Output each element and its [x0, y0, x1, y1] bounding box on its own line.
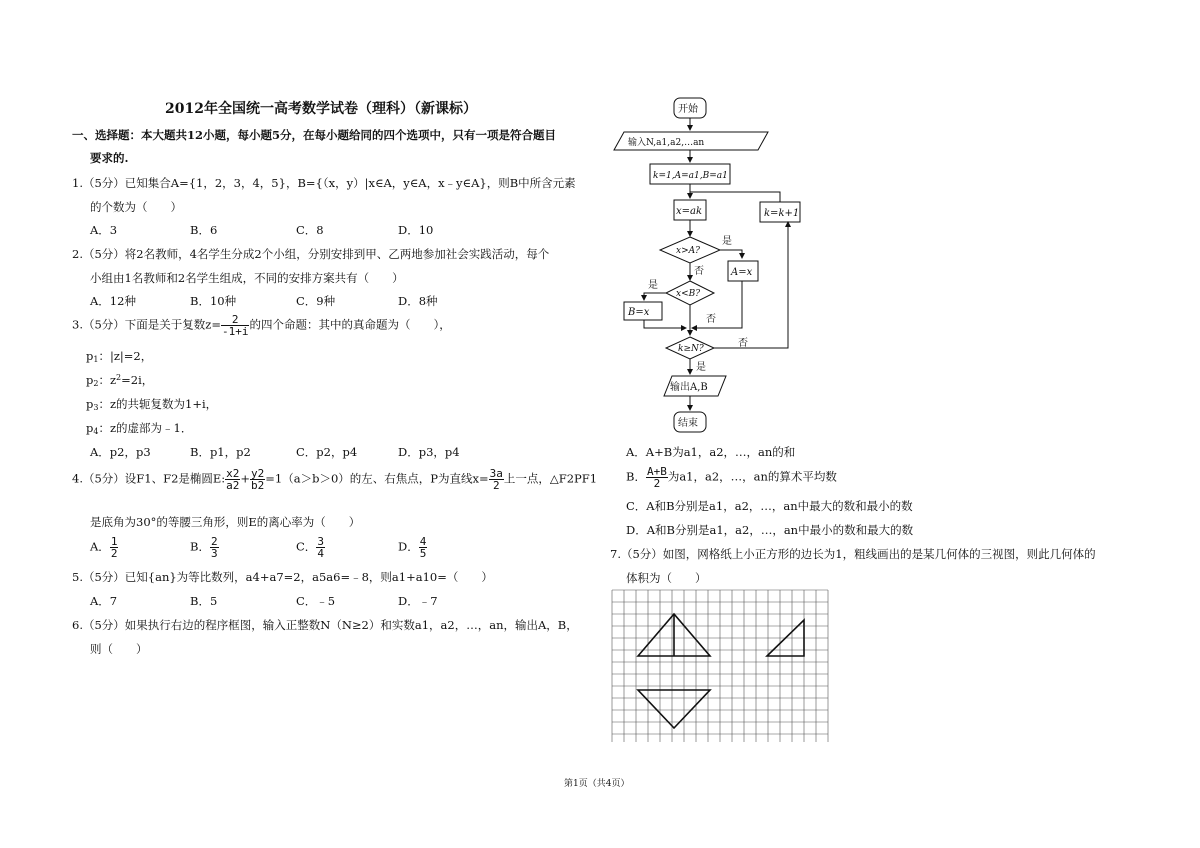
- flow-end-text: 结束: [678, 418, 698, 429]
- q2-option-b: B．10种: [190, 294, 237, 308]
- q3-p2-sub: 2: [93, 379, 99, 388]
- q4-eq-mid: =1（a＞b＞0）的左、右焦点，P为直线x=: [265, 471, 489, 486]
- q7-stem: 7.（5分）如图，网格纸上小正方形的边长为1，粗线画出的是某几何体的三视图，则此几何体的: [610, 547, 1096, 561]
- flow-yes3-text: 是: [696, 362, 706, 373]
- flow-no1-text: 否: [694, 266, 704, 277]
- q4-y-den: b2: [251, 479, 265, 492]
- flow-yes1-text: 是: [722, 236, 732, 247]
- flow-output-text: 输出A,B: [670, 382, 708, 393]
- q6-b-den: 2: [653, 477, 661, 490]
- q6-b-suffix: 为a1，a2，…，an的算术平均数: [667, 469, 837, 484]
- flow-setA-text: A=x: [731, 267, 753, 278]
- q5-option-b: B．5: [190, 594, 218, 608]
- q1-option-d: D．10: [398, 223, 434, 237]
- q3-p1-text: ：|z|=2，: [98, 349, 153, 363]
- q6-stem-cont: 则（ ）: [90, 642, 148, 656]
- grid-lines: [612, 590, 828, 742]
- q3-p4-label: p: [86, 421, 94, 435]
- q1-option-b: B．6: [190, 223, 218, 237]
- q6-option-a: A．A+B为a1，a2，…，an的和: [626, 445, 796, 459]
- q5-option-a: A．7: [90, 594, 118, 608]
- flow-start-text: 开始: [678, 104, 698, 115]
- q6-stem: 6.（5分）如果执行右边的程序框图，输入正整数N（N≥2）和实数a1，a2，…，an，输出A，B，: [72, 618, 578, 632]
- q4-d-letter: D．: [398, 539, 419, 554]
- q2-option-d: D．8种: [398, 294, 438, 308]
- q3-p4-text: ：z的虚部为﹣1．: [98, 421, 193, 435]
- q4-x-fraction: [225, 468, 240, 491]
- q4-b-fraction: [210, 536, 219, 559]
- q4-c-fraction: [316, 536, 325, 559]
- flow-init-text: k=1,A=a1,B=a1: [653, 171, 728, 181]
- q3-p2-label: p: [86, 373, 94, 387]
- q4-b-letter: B．: [190, 539, 210, 554]
- q3-frac-num: 2: [221, 314, 250, 326]
- section-header: 一、选择题：本大题共12小题，每小题5分，在每小题给同的四个选项中，只有一项是符合题目: [72, 128, 557, 142]
- q4-option-a: [90, 536, 118, 559]
- q3-option-b: B．p1，p2: [190, 445, 251, 459]
- q7-stem-cont: 体积为（ ）: [626, 571, 707, 585]
- q3-p2: [86, 372, 153, 388]
- q3-p3-sub: 3: [93, 403, 99, 412]
- q4-b-den: 3: [210, 547, 218, 560]
- q4-a-fraction: [110, 536, 119, 559]
- q4-3a-fraction: [489, 468, 504, 491]
- q3-p1: [86, 348, 152, 364]
- flow-incr-text: k=k+1: [764, 208, 800, 219]
- q3-option-a: A．p2，p3: [90, 445, 151, 459]
- q4-option-b: [190, 536, 219, 559]
- q3-fraction: [221, 314, 250, 337]
- q3-p4-sub: 4: [93, 427, 99, 436]
- q3-p3-label: p: [86, 397, 94, 411]
- q1-option-a: A．3: [90, 223, 118, 237]
- q4-d-num: 4: [419, 535, 427, 548]
- q3-p2-sup: 2: [116, 373, 122, 382]
- q4-option-c: [296, 536, 325, 559]
- q6-option-d: D．A和B分别是a1，a2，…，an中最小的数和最大的数: [626, 523, 914, 537]
- q4-d-den: 5: [419, 547, 427, 560]
- q4-x-den: a2: [226, 479, 240, 492]
- flow-yes2-text: 是: [648, 280, 658, 291]
- q4-suffix: 上一点，△F2PF1: [503, 471, 598, 486]
- q1-stem-cont: 的个数为（ ）: [90, 200, 182, 214]
- section-header-cont: 要求的.: [90, 151, 129, 165]
- flow-assign-text: x=ak: [676, 206, 703, 217]
- q6-b-prefix: B．: [626, 469, 646, 484]
- q5-stem: 5.（5分）已知{an}为等比数列，a4+a7=2，a5a6=﹣8，则a1+a10=（ ）: [72, 570, 493, 584]
- q4-option-d: [398, 536, 427, 559]
- flow-cond3-text: k≥N?: [678, 344, 704, 354]
- q2-option-a: A．12种: [90, 294, 136, 308]
- q1-stem: 1.（5分）已知集合A={1，2，3，4，5}，B={（x，y）|x∈A，y∈A，x﹣y∈A}，则B中所含元素: [72, 176, 576, 190]
- q2-stem: 2.（5分）将2名教师，4名学生分成2个小组，分别安排到甲、乙两地参加社会实践活动，每个: [72, 247, 550, 261]
- q4-b-num: 2: [210, 535, 218, 548]
- q4-a-letter: A．: [90, 539, 110, 554]
- q4-c-letter: C．: [296, 539, 317, 554]
- q4-3a-den: 2: [492, 479, 500, 492]
- q4-a-den: 2: [110, 547, 118, 560]
- q3-p3-text: ：z的共轭复数为1+i，: [98, 397, 218, 411]
- q2-option-c: C．9种: [296, 294, 336, 308]
- flow-cond2-text: x<B?: [676, 289, 701, 299]
- three-view-grid: [612, 590, 830, 743]
- q3-stem: [72, 314, 451, 337]
- q4-d-fraction: [419, 536, 428, 559]
- q4-c-num: 3: [317, 535, 324, 548]
- q1-option-c: C．8: [296, 223, 324, 237]
- page-title: 2012年全国统一高考数学试卷（理科）（新课标）: [165, 101, 477, 117]
- q3-frac-den: -1+i: [221, 325, 249, 338]
- q4-3a-num: 3a: [489, 467, 503, 480]
- q3-p3: [86, 396, 217, 412]
- q4-c-den: 4: [317, 547, 324, 560]
- q3-p1-sub: 1: [93, 355, 99, 364]
- q3-p4: [86, 420, 192, 436]
- q4-a-num: 1: [110, 535, 118, 548]
- flow-input-text: 输入N,a1,a2,…an: [628, 138, 705, 148]
- q6-option-c: C．A和B分别是a1，a2，…，an中最大的数和最小的数: [626, 499, 913, 513]
- q3-suffix: 的四个命题：其中的真命题为（ ），: [249, 317, 451, 332]
- q2-stem-cont: 小组由1名教师和2名学生组成，不同的安排方案共有（ ）: [90, 271, 404, 285]
- q3-p1-label: p: [86, 349, 94, 363]
- q3-prefix: 3.（5分）下面是关于复数z=: [72, 317, 221, 332]
- q3-p2-text-a: ：z: [98, 373, 117, 387]
- q5-option-d: D．﹣7: [398, 594, 438, 608]
- program-flowchart: [608, 92, 800, 437]
- flow-setB-text: B=x: [628, 307, 650, 318]
- q4-x-num: x2: [226, 467, 240, 480]
- q4-stem-cont: 是底角为30°的等腰三角形，则E的离心率为（ ）: [90, 515, 361, 529]
- page-footer: 第1页（共4页）: [564, 779, 630, 789]
- q4-stem: 4.（5分）设F1、F2是椭圆E: $\frac{x2}{a2}$ + $\frac{y2}{b2}$ =1（a＞b＞0）的左、右焦点，P为直线x= $\frac{3a}{2}$ 上一点，△F2PF1: [72, 467, 598, 492]
- flow-cond1-text: x>A?: [676, 246, 700, 256]
- flow-no3-text: 否: [738, 338, 748, 349]
- q3-p2-text-b: =2i，: [121, 373, 154, 387]
- q6-b-fraction: [646, 466, 668, 489]
- q3-option-d: D．p3，p4: [398, 445, 460, 459]
- q3-option-c: C．p2，p4: [296, 445, 358, 459]
- q6-b-num: A+B: [646, 465, 667, 478]
- q4-y-num: y2: [251, 467, 265, 480]
- q6-option-b: [626, 466, 837, 489]
- flow-no2-text: 否: [706, 314, 716, 325]
- q5-option-c: C．﹣5: [296, 594, 336, 608]
- q4-prefix: 4.（5分）设F1、F2是椭圆E:: [72, 471, 226, 486]
- q4-y-fraction: [250, 468, 265, 491]
